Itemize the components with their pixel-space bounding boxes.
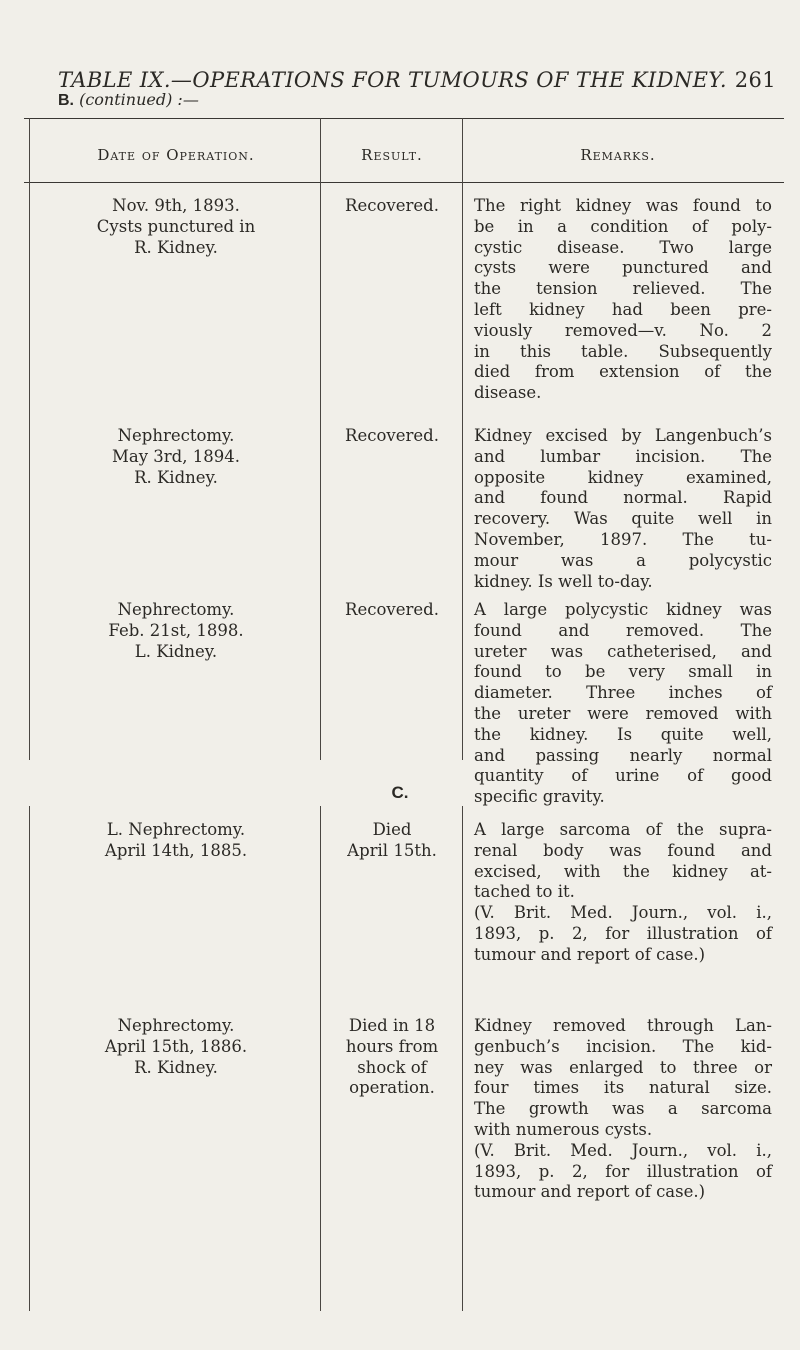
date-line: April 14th, 1885. [104,840,248,860]
header-bottom-rule [24,182,784,183]
remarks-line: and lumbar incision. The [474,446,772,466]
remarks-line: be in a condition of poly- [474,216,772,236]
result-line: operation. [349,1078,435,1098]
remarks-line: opposite kidney examined, [474,467,772,487]
remarks-line: (V. Brit. Med. Journ., vol. i., [474,903,772,923]
result-cell [322,426,462,447]
date-line: R. Kidney. [134,1057,218,1077]
remarks-line: ureter was catheterised, and [474,641,772,661]
remarks-line: 1893, p. 2, for illustration of [474,1161,772,1181]
remarks-line: found to be very small in [474,662,772,682]
remarks-line: The growth was a sarcoma [474,1099,772,1119]
remarks-cell [474,196,772,404]
section-c-label: C. [391,783,409,802]
column-header-result: Result. [361,146,423,164]
date-cell [28,600,324,662]
remarks-line: quantity of urine of good [474,766,772,786]
remarks-cell [474,1016,772,1203]
remarks-cell [474,426,772,592]
remarks-line: tumour and report of case.) [474,944,706,964]
result-line: April 15th. [347,840,437,860]
result-cell [322,196,462,217]
remarks-line: and passing nearly normal [474,745,772,765]
column-header-date: Date of Operation. [97,146,255,164]
date-line: Nov. 9th, 1893. [112,196,240,215]
remarks-line: Kidney removed through Lan- [474,1016,772,1035]
result-line: shock of [357,1057,427,1077]
remarks-line: with numerous cysts. [474,1119,653,1139]
column-header-remarks: Remarks. [580,146,656,164]
page-number: 261 [734,68,776,92]
remarks-line: left kidney had been pre- [474,299,772,319]
column-rule [462,806,463,1311]
section-heading [58,90,199,110]
remarks-line: genbuch’s incision. The kid- [474,1036,772,1056]
date-cell [28,196,324,258]
date-line: April 15th, 1886. [104,1036,248,1056]
remarks-cell [474,820,772,966]
remarks-line: mour was a polycystic [474,550,772,570]
result-line: Recovered. [345,600,439,619]
date-line: L. Kidney. [134,641,218,661]
remarks-line: The right kidney was found to [474,196,772,215]
remarks-line: died from extension of the [474,362,772,382]
date-line: L. Nephrectomy. [106,820,246,839]
date-line: Nephrectomy. [117,426,235,445]
remarks-line: the kidney. Is quite well, [474,724,772,744]
remarks-line: cysts were punctured and [474,258,772,278]
remarks-line: cystic disease. Two large [474,237,772,257]
remarks-line: in this table. Subsequently [474,341,772,361]
remarks-line: kidney. Is well to-day. [474,571,653,591]
remarks-line: viously removed—v. No. 2 [474,320,772,340]
remarks-line: A large polycystic kidney was [474,600,772,619]
remarks-line: recovery. Was quite well in [474,509,772,529]
remarks-line: excised, with the kidney at- [474,861,772,881]
section-note: (continued) :— [79,90,199,109]
result-cell [322,1016,462,1099]
remarks-cell [474,600,772,808]
result-line: Recovered. [345,196,439,215]
table-top-rule [24,118,784,119]
section-letter: B. [58,92,74,109]
remarks-line: four times its natural size. [474,1078,772,1098]
date-line: Feb. 21st, 1898. [108,620,244,640]
remarks-line: the ureter were removed with [474,703,772,723]
date-line: Cysts punctured in [96,216,256,236]
date-cell [28,820,324,862]
remarks-line: the tension relieved. The [474,279,772,299]
remarks-line: specific gravity. [474,787,605,807]
result-line: hours from [345,1036,439,1056]
result-line: Died [372,820,412,839]
remarks-line: A large sarcoma of the supra- [474,820,772,839]
date-line: Nephrectomy. [117,1016,235,1035]
remarks-line: (V. Brit. Med. Journ., vol. i., [474,1140,772,1160]
date-line: R. Kidney. [134,467,218,487]
remarks-line: renal body was found and [474,840,772,860]
table-title: TABLE IX.—OPERATIONS FOR TUMOURS OF THE KIDNEY. [58,68,727,92]
result-line: Recovered. [345,426,439,445]
date-line: May 3rd, 1894. [112,446,240,466]
date-line: R. Kidney. [134,237,218,257]
remarks-line: diameter. Three inches of [474,683,772,703]
date-cell [28,1016,324,1078]
column-rule [462,118,463,760]
remarks-line: disease. [474,383,542,403]
date-cell [28,426,324,488]
remarks-line: Kidney excised by Langenbuch’s [474,426,772,445]
remarks-line: tached to it. [474,882,575,902]
page-title [58,68,778,92]
remarks-line: November, 1897. The tu- [474,529,772,549]
remarks-line: tumour and report of case.) [474,1182,706,1202]
result-line: Died in 18 [348,1016,436,1035]
remarks-line: ney was enlarged to three or [474,1057,772,1077]
result-cell [322,600,462,621]
remarks-line: 1893, p. 2, for illustration of [474,923,772,943]
remarks-line: found and removed. The [474,620,772,640]
date-line: Nephrectomy. [117,600,235,619]
remarks-line: and found normal. Rapid [474,488,772,508]
result-cell [322,820,462,862]
